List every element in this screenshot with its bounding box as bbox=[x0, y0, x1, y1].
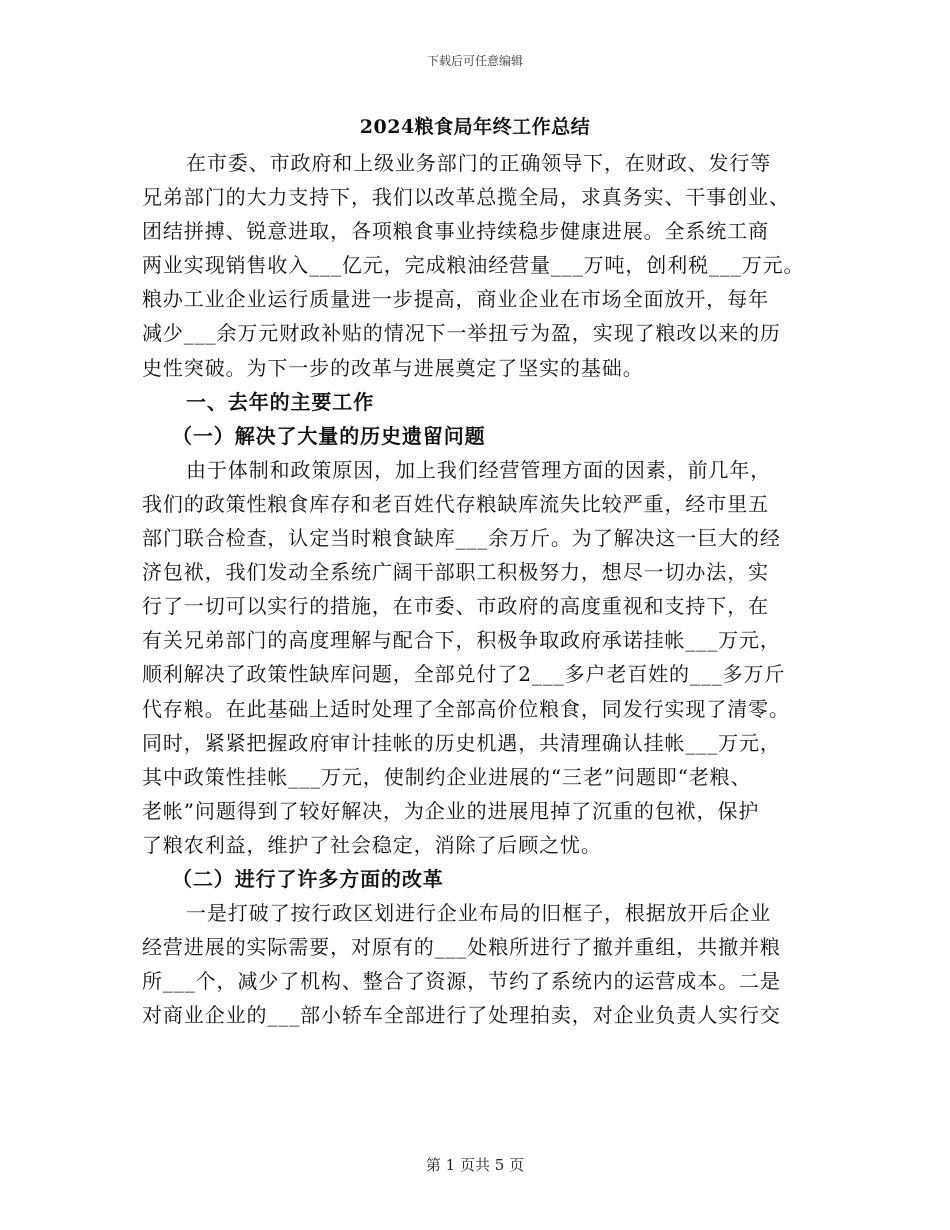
paragraph-line: 代存粮。在此基础上适时处理了全部高价位粮食，同发行实现了清零。 bbox=[142, 696, 790, 721]
paragraph-line: 对商业企业的___部小轿车全部进行了处理拍卖，对企业负责人实行交 bbox=[142, 1003, 781, 1028]
paragraph-line: 由于体制和政策原因，加上我们经营管理方面的因素，前几年， bbox=[186, 457, 772, 482]
paragraph-line: 两业实现销售收入___亿元，完成粮油经营量___万吨，创利税___万元。 bbox=[142, 253, 805, 278]
paragraph-line: 我们的政策性粮食库存和老百姓代存粮缺库流失比较严重，经市里五 bbox=[142, 491, 769, 516]
page-header-note: 下载后可任意编辑 bbox=[426, 54, 523, 68]
page-number: 第 1 页共 5 页 bbox=[425, 1156, 525, 1174]
section-heading: 一、去年的主要工作 bbox=[186, 389, 375, 414]
paragraph-line: 史性突破。为下一步的改革与进展奠定了坚实的基础。 bbox=[142, 355, 644, 380]
paragraph-line: 一是打破了按行政区划进行企业布局的旧框子，根据放开后企业 bbox=[186, 901, 772, 926]
paragraph-line: 团结拼搏、锐意进取，各项粮食事业持续稳步健康进展。全系统工商 bbox=[142, 219, 769, 244]
document-body bbox=[142, 146, 808, 1032]
paragraph-line: 兄弟部门的大力支持下，我们以改革总揽全局，求真务实、干事创业、 bbox=[142, 185, 790, 210]
paragraph-line: 老帐”问题得到了较好解决，为企业的进展甩掉了沉重的包袱，保护 bbox=[142, 798, 760, 823]
paragraph-line: 在市委、市政府和上级业务部门的正确领导下，在财政、发行等 bbox=[186, 151, 772, 175]
document-title: 2024粮食局年终工作总结 bbox=[359, 116, 591, 138]
subsection-heading: （一）解决了大量的历史遗留问题 bbox=[172, 423, 486, 448]
paragraph-line: 粮办工业企业运行质量进一步提高，商业企业在市场全面放开，每年 bbox=[142, 287, 769, 312]
subsection-heading: （二）进行了许多方面的改革 bbox=[172, 866, 444, 891]
paragraph-line: 有关兄弟部门的高度理解与配合下，积极争取政府承诺挂帐___万元， bbox=[142, 628, 781, 653]
paragraph-line: 所___个，减少了机构、整合了资源，节约了系统内的运营成本。二是 bbox=[142, 969, 781, 994]
paragraph-line: 部门联合检查，认定当时粮食缺库___余万斤。为了解决这一巨大的经 bbox=[142, 526, 781, 551]
paragraph-line: 济包袱，我们发动全系统广阔干部职工积极努力，想尽一切办法，实 bbox=[142, 560, 769, 585]
paragraph-line: 其中政策性挂帐___万元，使制约企业进展的“三老”问题即“老粮、 bbox=[142, 764, 752, 789]
paragraph-line: 顺利解决了政策性缺库问题，全部兑付了2___多户老百姓的___多万斤 bbox=[142, 662, 786, 687]
paragraph-line: 了粮农利益，维护了社会稳定，消除了后顾之忧。 bbox=[142, 832, 602, 857]
paragraph-line: 减少___余万元财政补贴的情况下一举扭亏为盈，实现了粮改以来的历 bbox=[142, 321, 781, 346]
paragraph-line: 行了一切可以实行的措施，在市委、市政府的高度重视和支持下，在 bbox=[142, 594, 769, 619]
paragraph-line: 同时，紧紧把握政府审计挂帐的历史机遇，共清理确认挂帐___万元， bbox=[142, 730, 781, 755]
paragraph-line: 经营进展的实际需要，对原有的___处粮所进行了撤并重组，共撤并粮 bbox=[142, 935, 781, 960]
